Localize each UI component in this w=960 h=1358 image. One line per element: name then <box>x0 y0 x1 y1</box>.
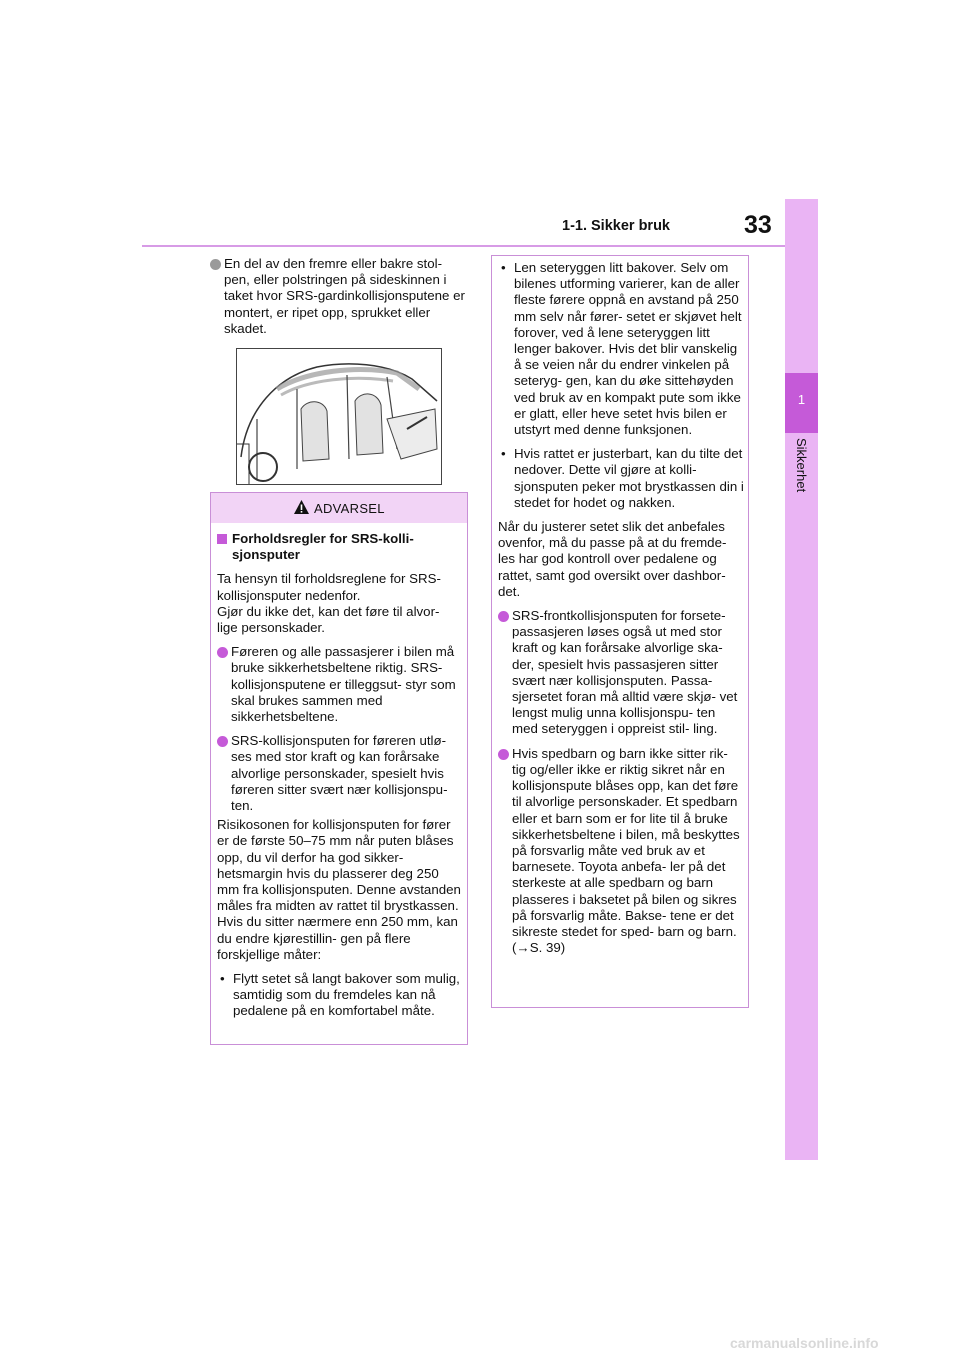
list-item <box>498 608 744 738</box>
header-rule <box>142 245 785 247</box>
bullet-dot-icon <box>217 647 228 658</box>
warning-header <box>211 493 467 523</box>
warning-heading-text: Forholdsregler for SRS-kolli- sjonsputer <box>232 531 414 563</box>
warning-box-continued <box>491 255 749 1008</box>
warning-intro: Ta hensyn til forholdsreglene for SRS-kollisjonsputer nedenfor. <box>217 571 441 603</box>
dash-marker: • <box>501 260 506 275</box>
warning-box <box>210 492 468 1045</box>
warning-bullet-2: SRS-kollisjonsputen for føreren utlø- ses med stor kraft og kan forårsake alvorlige personskader, spesielt hvis føreren sitter svært nær kollisjonspu- ten. <box>231 733 448 814</box>
warning-heading <box>217 531 463 563</box>
section-title: 1-1. Sikker bruk <box>562 218 670 234</box>
right-dash-2: Len seteryggen litt bakover. Selv om bilenes utforming varierer, kan de aller fleste førere oppnå en avstand på 250 mm selv når fører- setet er skjøvet helt forover, ved å lene seteryggen litt lenger bakover. Hvis det blir vanskelig å se veien når du endrer vinkelen på seteryg- gen, kan du øke sittehøyden ved bruk av en kompakt pute som ikke er glatt, eller heve setet hvis bilen er utstyrt med denne funksjonen. <box>514 260 742 438</box>
list-item <box>217 733 463 814</box>
list-item <box>498 746 744 957</box>
chapter-number: 1 <box>797 392 806 407</box>
right-bullet-4: Hvis spedbarn og barn ikke sitter rik- tig og/eller ikke er riktig sikret når en kollisjonspute blåses opp, kan det føre til alvorlige personskader. Et spedbarn eller et barn som er for lite til å bruke sikkerhetsbeltene i bilen, må beskyttes på forsvarlig måte ved bruk av et barnesete. Toyota anbefa- ler på det sterkeste at alle spedbarn og barn plasseres i baksetet på bilen og sikres på forsvarlig måte. Bakse- tene er det sikreste stedet for sped- barn og barn. <box>512 745 740 939</box>
page-number: 33 <box>744 211 772 239</box>
warning-paragraph: Risikosonen for kollisjonsputen for fører er de første 50–75 mm når puten blåses opp, du vil derfor ha god sikker- hetsmargin hvis du plasserer deg 250 mm fra kollisjonsputen. Denne avstanden måles fra midten av rattet til brystkassen. Hvis du sitter nærmere enn 250 mm, kan du endre kjørestillin- gen på flere forskjellige måter: <box>217 817 461 962</box>
airbag-illustration <box>236 348 442 485</box>
warning-intro-2: Gjør du ikke det, kan det føre til alvor- lige personskader. <box>217 603 440 636</box>
bullet-dot-icon <box>498 749 509 760</box>
chapter-label <box>793 438 809 508</box>
chapter-label-text: Sikkerhet <box>794 438 809 493</box>
page-reference-link[interactable]: (→S. 39) <box>512 940 566 956</box>
warning-body <box>217 531 463 1020</box>
right-paragraph: Når du justerer setet slik det anbefales ovenfor, må du passe på at du fremde- les har god kontroll over pedalene og rattet, samt god oversikt over dashbor- det. <box>498 519 727 599</box>
intro-block <box>210 256 466 337</box>
bullet-dot-icon <box>217 736 228 747</box>
list-item <box>217 644 463 725</box>
bullet-dot-icon <box>210 259 221 270</box>
list-item <box>210 256 466 337</box>
car-interior-icon <box>237 349 441 484</box>
list-item <box>498 446 744 511</box>
warning-body-continued <box>498 260 744 956</box>
warning-title: ADVARSEL <box>314 501 385 516</box>
watermark: carmanualsonline.info <box>730 1335 879 1351</box>
dash-marker: • <box>220 971 225 987</box>
chapter-side-tab <box>785 199 818 1160</box>
list-item <box>498 260 744 438</box>
warning-dash-1: Flytt setet så langt bakover som mulig, samtidig som du fremdeles kan nå pedalene på en komfortabel måte. <box>233 971 460 1019</box>
intro-bullet-text: En del av den fremre eller bakre stol- pen, eller polstringen på sideskinnen i taket hvor SRS-gardinkollisjonsputene er montert, er ripet opp, sprukket eller skadet. <box>224 256 465 336</box>
dash-marker: • <box>501 446 506 462</box>
list-item <box>217 971 463 1020</box>
warning-triangle-icon <box>293 499 310 515</box>
right-dash-3: Hvis rattet er justerbart, kan du tilte det nedover. Dette vil gjøre at kolli- sjonsputen peker mot brystkassen din i stedet for hodet og nakken. <box>514 446 744 510</box>
bullet-dot-icon <box>498 611 509 622</box>
right-bullet-3: SRS-frontkollisjonsputen for forsete- passasjeren løses også ut med stor kraft og kan forårsake alvorlige ska- der, spesielt hvis passasjeren sitter svært nær kollisjonsputen. Passa- sjersetet foran må alltid være skjø- vet lengst mulig unna kollisjonspu- ten med seteryggen i oppreist stil- ling. <box>512 608 738 737</box>
square-bullet-icon <box>217 534 227 544</box>
warning-bullet-1: Føreren og alle passasjerer i bilen må bruke sikkerhetsbeltene riktig. SRS-kollisjonsputene er tilleggsut- styr som skal brukes sammen med sikkerhetsbeltene. <box>231 644 456 725</box>
